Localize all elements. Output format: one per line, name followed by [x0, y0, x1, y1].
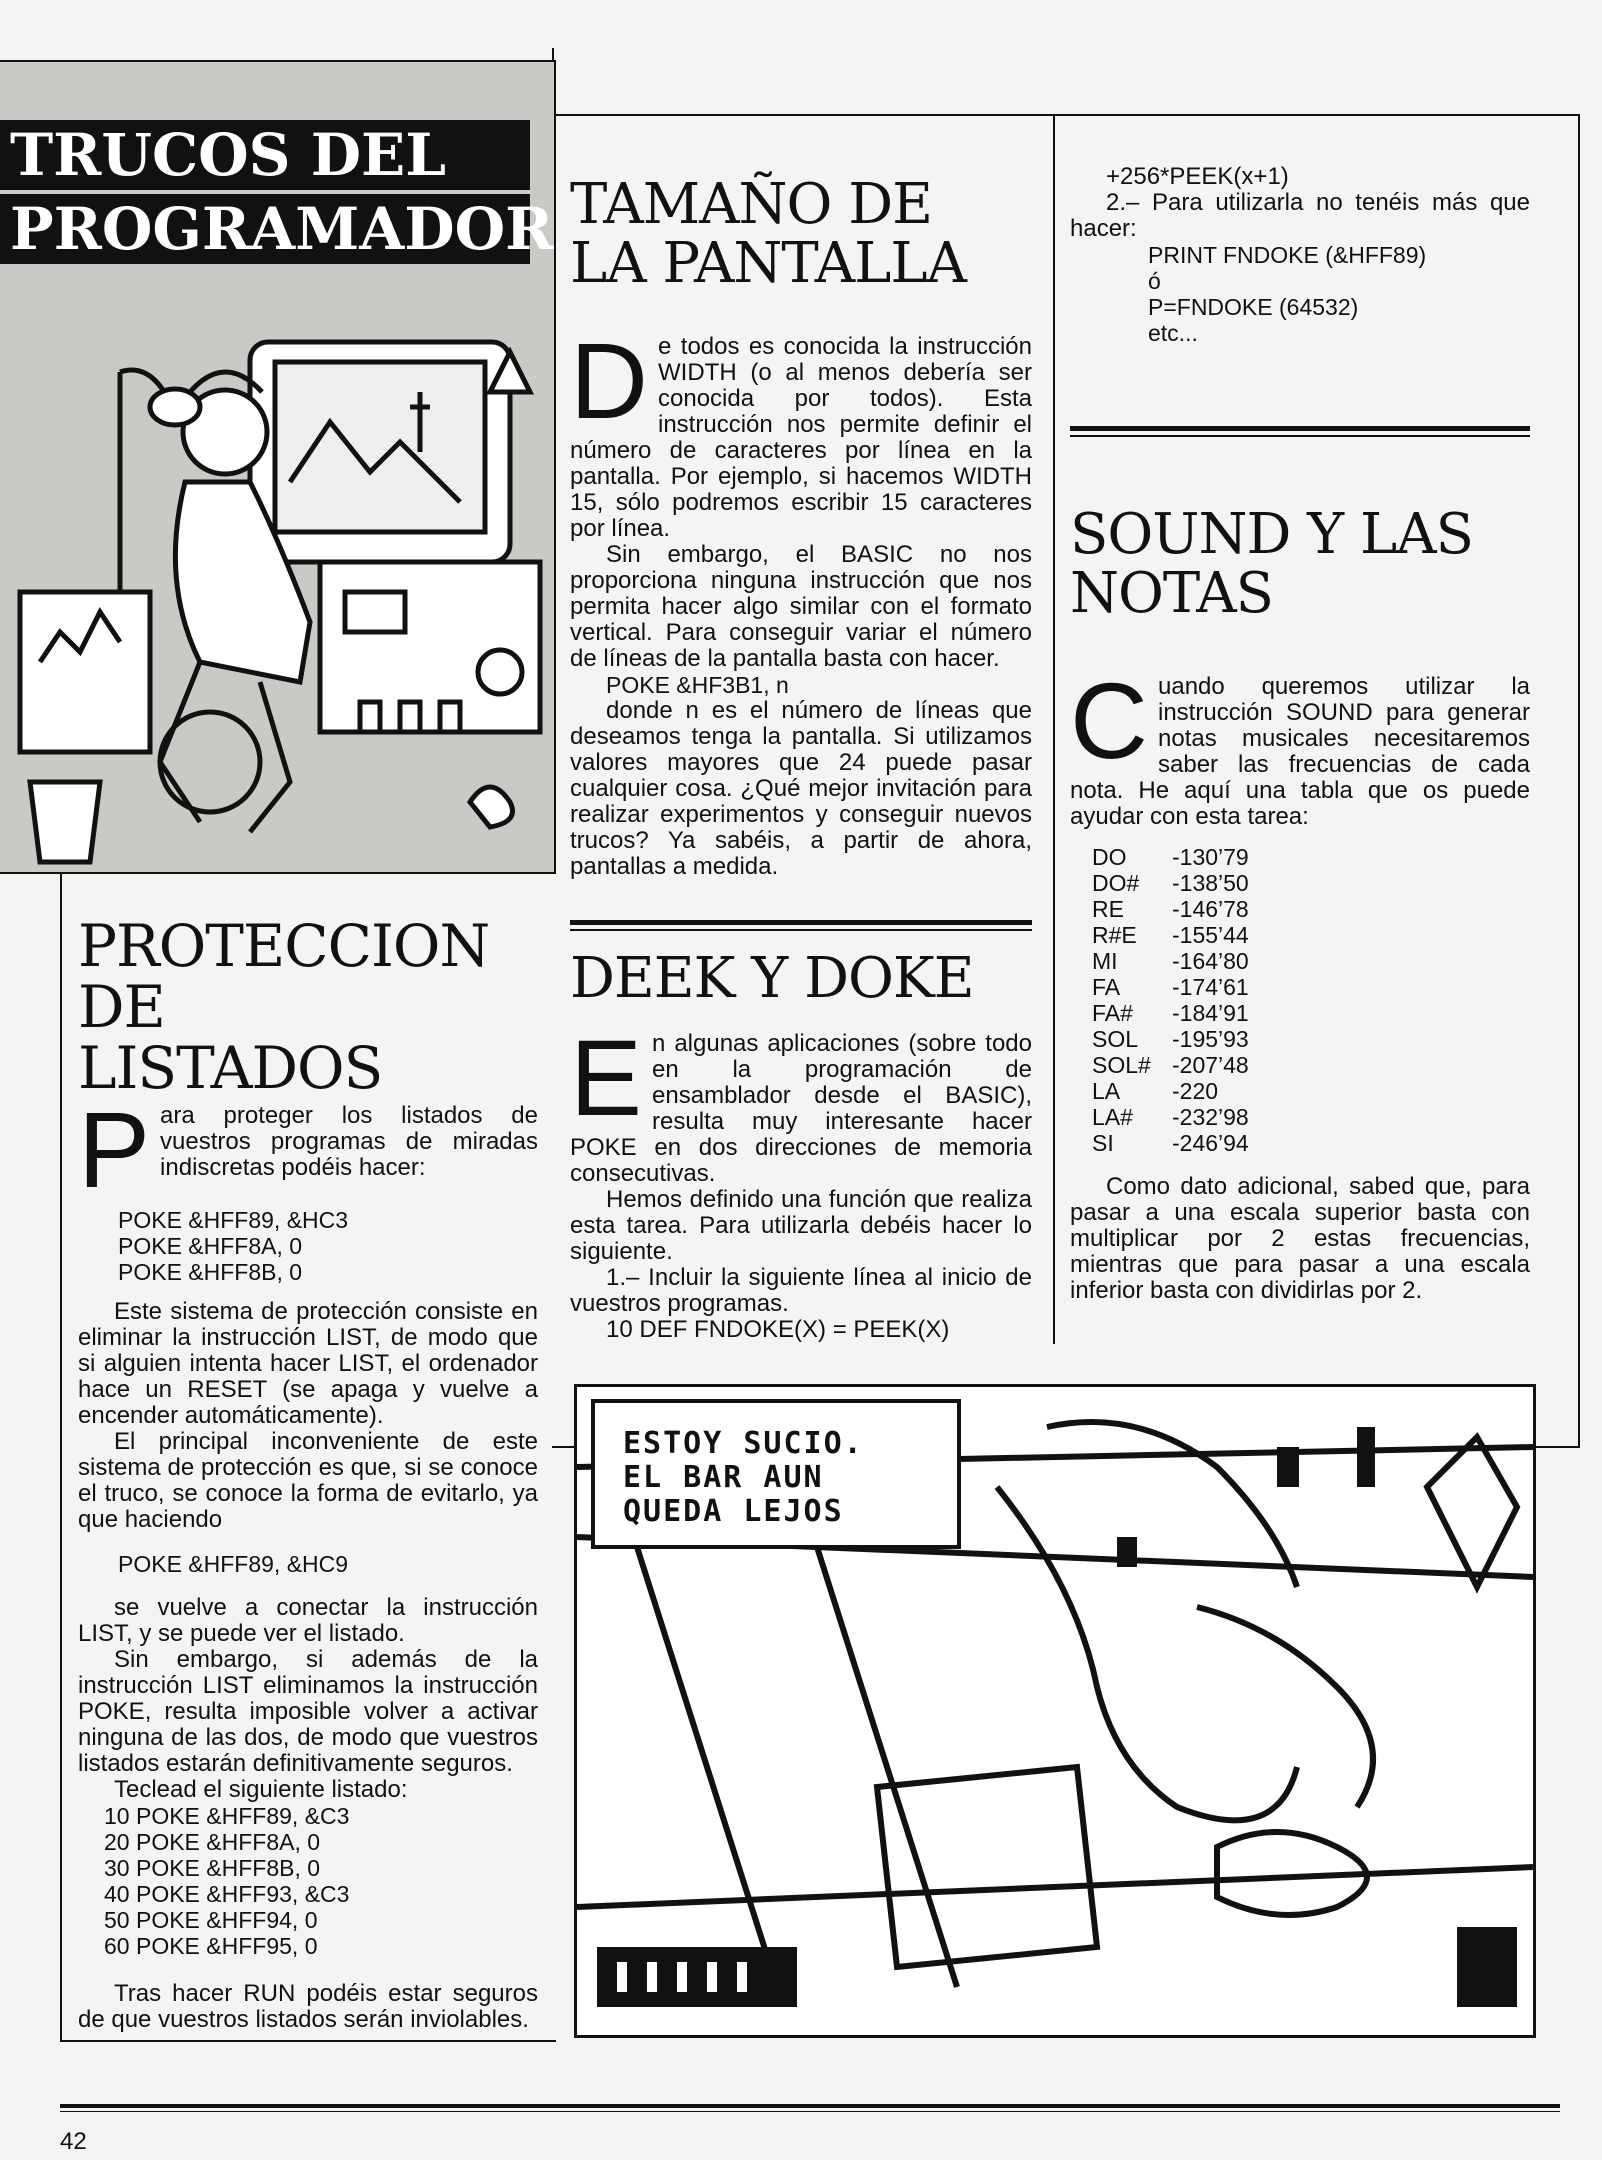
note-row: LA -220 — [1092, 1077, 1219, 1104]
deek-article — [570, 946, 1032, 1343]
tamano-article — [570, 172, 1032, 880]
note-row: RE -146’78 — [1092, 895, 1249, 922]
illustration-panel — [0, 60, 556, 874]
section-title-line-2: PROGRAMADOR — [0, 194, 530, 264]
sound-article — [1070, 502, 1530, 1304]
game-dialog-line-2: EL BAR AUN — [623, 1460, 824, 1495]
note-row: SOL# -207’48 — [1092, 1051, 1249, 1078]
deek-body: En algunas aplicaciones (sobre todo en la programación de ensamblador desde el BASIC), resulta muy interesante hacer POKE en dos direcciones de memoria consecutivas. Hemos definido una función que realiza esta tarea. Para utilizarla debéis hacer lo siguiente. 1.– Incluir la siguiente línea al inicio de vuestros programas. 10 DEF FNDOKE(X) = PEEK(X) — [570, 1016, 1032, 1343]
note-row: LA# -232’98 — [1092, 1103, 1249, 1130]
proteccion-code-1: POKE &HFF89, &HC3 POKE &HFF8A, 0 POKE &HFF8B, 0 — [118, 1206, 349, 1285]
note-row: DO# -138’50 — [1092, 869, 1249, 896]
tamano-dropcap: D — [570, 319, 648, 441]
game-dialog-line-3: QUEDA LEJOS — [623, 1494, 844, 1529]
deek-continuation: +256*PEEK(x+1) 2.– Para utilizarla no tenéis más que hacer: PRINT FNDOKE (&HFF89) ó P=FNDOKE (64532) etc... — [1070, 163, 1530, 346]
game-dialog-box — [591, 1399, 961, 1549]
proteccion-title: PROTECCION DE LISTADOS — [78, 912, 490, 1102]
note-row: MI -164’80 — [1092, 947, 1249, 974]
note-row: DO -130’79 — [1092, 843, 1249, 870]
tamano-body: De todos es conocida la instrucción WIDTH (o al menos debería ser conocida por todos). Esta instrucción nos permite definir el número de caracteres por línea en la pantalla. Por ejemplo, si hacemos WIDTH 15, sólo podremos escribir 15 caracteres por línea. Sin embargo, el BASIC no nos proporciona ninguna instrucción que nos permita hacer algo similar con el formato vertical. Para conseguir variar el número de líneas de la pantalla basta con hacer. POKE &HF3B1, n donde n es el número de líneas que deseamos tenga la pantalla. Si utilizamos valores mayores que 24 puede pasar cualquier cosa. ¿Qué mejor invitación para realizar experimentos y conseguir nuevos trucos? Ya sabéis, a partir de ahora, pantallas a medida. — [570, 319, 1032, 880]
page-number: 42 — [60, 2128, 87, 2155]
section-title — [0, 120, 554, 264]
proteccion-listing: 10 POKE &HFF89, &C3 20 POKE &HFF8A, 0 30 POKE &HFF8B, 0 40 POKE &HFF93, &C3 50 POKE &HFF94, 0 60 POKE &HFF95, 0 — [104, 1802, 350, 1959]
note-row: FA -174’61 — [1092, 973, 1249, 1000]
deek-title: DEEK Y DOKE — [570, 946, 974, 1011]
note-row: FA# -184’91 — [1092, 999, 1249, 1026]
proteccion-code-2: POKE &HFF89, &HC9 — [118, 1550, 349, 1577]
proteccion-article — [78, 912, 538, 2033]
sound-title: SOUND Y LAS NOTAS — [1070, 502, 1473, 626]
middle-rule — [570, 920, 1032, 931]
note-row: SI -246’94 — [1092, 1129, 1249, 1156]
bottom-rule — [60, 2104, 1560, 2112]
note-row: R#E -155’44 — [1092, 921, 1249, 948]
sound-body: Cuando queremos utilizar la instrucción SOUND para generar notas musicales necesitaremos saber las frecuencias de cada nota. He aquí una tabla que os puede ayudar con esta tarea: DO -130’79 DO# -138’50 RE -146’78 R#E -155’44 MI -164’80 FA -174’61 FA# -184’91 SOL -195’93 SOL# -207’48 LA -220 LA# -232’98 SI -246’94 Como dato adicional, sabed que, para pasar a una escala superior basta con multiplicar por 2 estas frecuencias, mientras que para pasar a una escala inferior basta con dividirlas por 2. — [1070, 659, 1530, 1304]
proteccion-body: Para proteger los listados de vuestros programas de miradas indiscretas podéis hacer: POKE &HFF89, &HC3 POKE &HFF8A, 0 POKE &HFF8B, 0 Este sistema de protección consiste en eliminar la instrucción LIST, de modo que si alguien intenta hacer LIST, el ordenador hace un RESET (se apaga y vuelve a encender automáticamente). El principal inconveniente de este sistema de protección es que, si se conoce el truco, se conoce la forma de evitarlo, ya que haciendo POKE &HFF89, &HC9 se vuelve a conectar la instrucción LIST, y se puede ver el listado. Sin embargo, si además de la instrucción LIST eliminamos la instrucción POKE, resulta imposible volver a activar ninguna de las dos, de modo que vuestros listados estarán definitivamente seguros. Teclead el siguiente listado: 10 POKE &HFF89, &C3 20 POKE &HFF8A, 0 30 POKE &HFF8B, 0 40 POKE &HFF93, &C3 50 POKE &HFF94, 0 60 POKE &HFF95, 0 Tras hacer RUN podéis estar seguros de que vuestros listados serán inviolables. — [78, 1088, 538, 2033]
section-title-line-1: TRUCOS DEL — [0, 120, 530, 190]
proteccion-dropcap: P — [78, 1088, 151, 1210]
deek-code: PRINT FNDOKE (&HFF89) ó P=FNDOKE (64532) etc... — [1148, 242, 1427, 346]
notes-table — [1092, 844, 1530, 1156]
tamano-title: TAMAÑO DE LA PANTALLA — [570, 172, 966, 296]
right-rule — [1070, 426, 1530, 437]
note-row: SOL -195’93 — [1092, 1025, 1249, 1052]
tamano-code: POKE &HF3B1, n — [606, 671, 789, 698]
game-screenshot — [574, 1384, 1536, 2038]
deek-dropcap: E — [570, 1016, 643, 1138]
game-dialog-line-1: ESTOY SUCIO. — [623, 1426, 864, 1461]
column-divider — [1053, 114, 1055, 1344]
sound-dropcap: C — [1070, 659, 1148, 781]
